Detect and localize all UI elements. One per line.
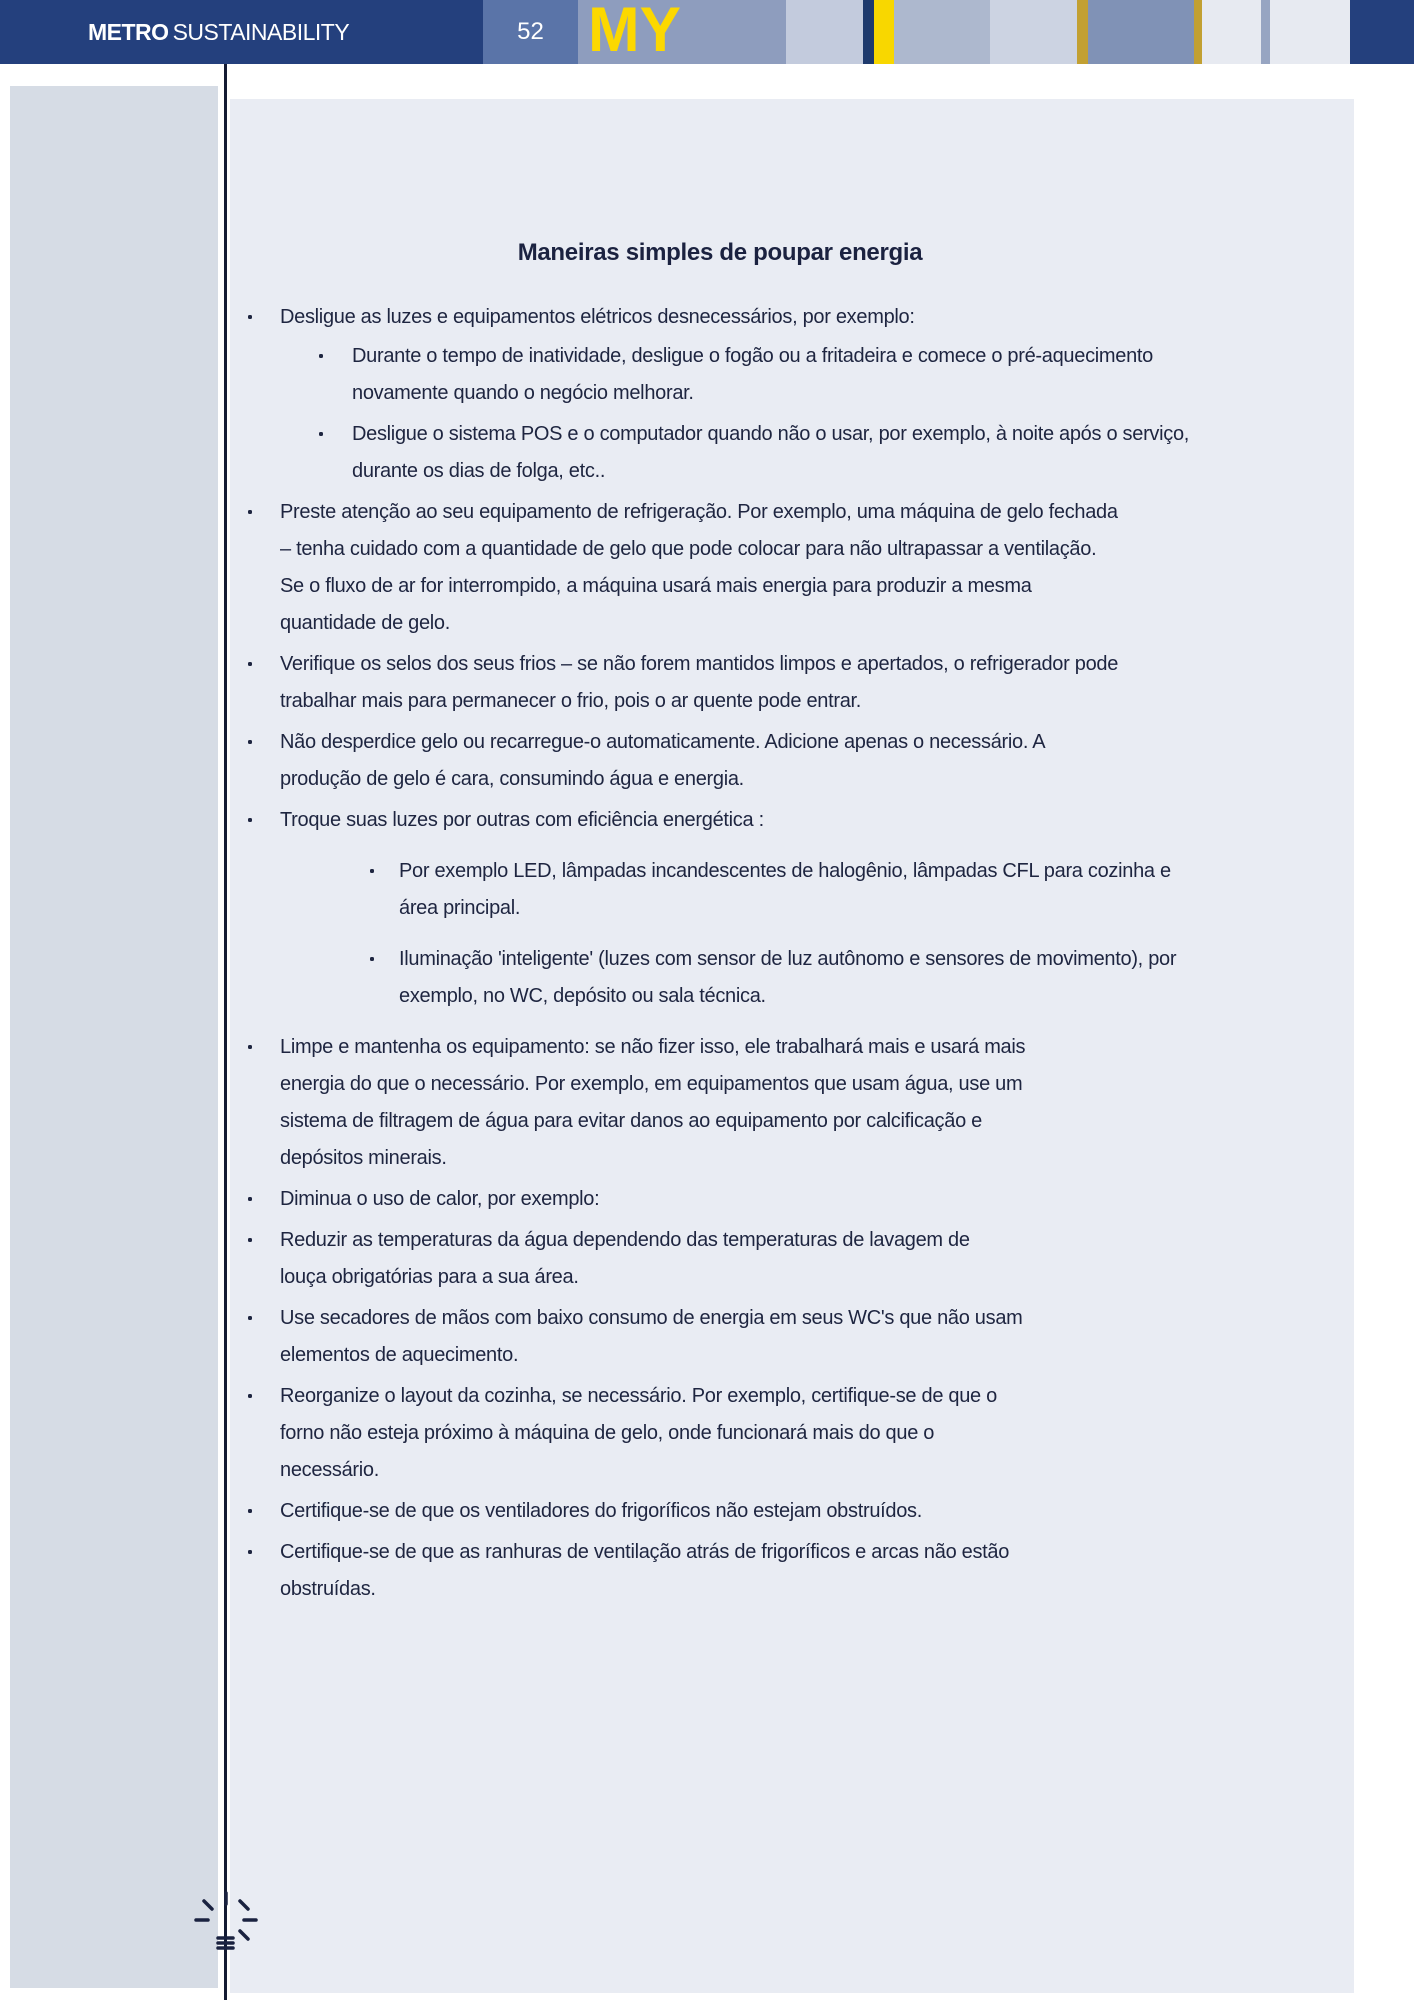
header-stripe xyxy=(1202,0,1261,64)
sub-bullet-list xyxy=(317,338,1314,490)
list-item xyxy=(246,494,1314,642)
header-bar xyxy=(0,0,1414,64)
list-item-text: Durante o tempo de inatividade, desligue o fogão ou a fritadeira e comece o pré-aquecimento novamente quando o negócio melhorar. xyxy=(352,345,1154,404)
header-stripe xyxy=(1077,0,1088,64)
lightbulb-shine-icon xyxy=(186,1885,266,1965)
my-logo xyxy=(578,0,786,64)
list-item-text: Limpe e mantenha os equipamento: se não fizer isso, ele trabalhará mais e usará mais energia do que o necessário. Por exemplo, em equipamentos que usam água, use um sistema de filtragem de água para evitar danos ao equipamento por calcificação e depósitos minerais. xyxy=(280,1036,1026,1169)
list-item xyxy=(246,1181,1314,1218)
list-item xyxy=(317,416,1314,490)
brand-sustainability: SUSTAINABILITY xyxy=(172,18,350,45)
list-item-text: Iluminação 'inteligente' (luzes com sensor de luz autônomo e sensores de movimento), por exemplo, no WC, depósito ou sala técnica. xyxy=(399,948,1177,1007)
header-stripe xyxy=(1270,0,1350,64)
header-stripe xyxy=(786,0,863,64)
header-stripe xyxy=(1261,0,1270,64)
list-item xyxy=(246,1222,1314,1296)
list-item-text: Certifique-se de que as ranhuras de ventilação atrás de frigoríficos e arcas não estão obstruídas. xyxy=(280,1541,1010,1600)
divider-line xyxy=(224,64,227,2000)
list-item-text: Reorganize o layout da cozinha, se necessário. Por exemplo, certifique-se de que o forno não esteja próximo à máquina de gelo, onde funcionará mais do que o necessário. xyxy=(280,1385,997,1481)
sidebar-panel xyxy=(10,86,218,1988)
header-stripe xyxy=(894,0,990,64)
list-item-text: Diminua o uso de calor, por exemplo: xyxy=(280,1188,600,1210)
list-item xyxy=(246,1493,1314,1530)
brand-title xyxy=(88,0,349,64)
page-number: 52 xyxy=(483,0,578,64)
list-item xyxy=(246,1300,1314,1374)
list-item-text: Desligue o sistema POS e o computador quando não o usar, por exemplo, à noite após o serviço, durante os dias de folga, etc.. xyxy=(352,423,1190,482)
list-item xyxy=(246,802,1314,1015)
my-logo-letters: MY xyxy=(588,0,681,64)
list-item xyxy=(368,941,1314,1015)
list-item-text: Troque suas luzes por outras com eficiência energética : xyxy=(280,809,764,831)
sub-bullet-list xyxy=(368,853,1314,1015)
content-panel xyxy=(230,99,1354,1993)
header-stripe xyxy=(863,0,874,64)
list-item xyxy=(246,1029,1314,1177)
list-item xyxy=(246,646,1314,720)
list-item xyxy=(246,299,1314,490)
list-item-text: Preste atenção ao seu equipamento de refrigeração. Por exemplo, uma máquina de gelo fechada – tenha cuidado com a quantidade de gelo que pode colocar para não ultrapassar a ventilação. Se o fluxo de ar for interrompido, a máquina usará mais energia para produzir a mesma quantidade de gelo. xyxy=(280,501,1118,634)
header-stripe xyxy=(1350,0,1414,64)
brand-metro: METRO xyxy=(88,18,169,45)
list-item-text: Reduzir as temperaturas da água dependendo das temperaturas de lavagem de louça obrigatórias para a sua área. xyxy=(280,1229,970,1288)
header-stripe xyxy=(990,0,1077,64)
list-item xyxy=(246,724,1314,798)
list-item-text: Desligue as luzes e equipamentos elétricos desnecessários, por exemplo: xyxy=(280,306,915,328)
list-item-text: Não desperdice gelo ou recarregue-o automaticamente. Adicione apenas o necessário. A produção de gelo é cara, consumindo água e energia. xyxy=(280,731,1045,790)
header-stripe xyxy=(1194,0,1202,64)
list-item xyxy=(246,1534,1314,1608)
list-item xyxy=(317,338,1314,412)
list-item xyxy=(246,1378,1314,1489)
list-item-text: Use secadores de mãos com baixo consumo de energia em seus WC's que não usam elementos de aquecimento. xyxy=(280,1307,1023,1366)
list-item-text: Verifique os selos dos seus frios – se não forem mantidos limpos e apertados, o refrigerador pode trabalhar mais para permanecer o frio, pois o ar quente pode entrar. xyxy=(280,653,1119,712)
bullet-list xyxy=(246,299,1314,1608)
header-stripe xyxy=(874,0,894,64)
list-item xyxy=(368,853,1314,927)
list-item-text: Certifique-se de que os ventiladores do frigoríficos não estejam obstruídos. xyxy=(280,1500,923,1522)
page-title: Maneiras simples de poupar energia xyxy=(517,239,923,266)
header-stripe xyxy=(1088,0,1194,64)
list-item-text: Por exemplo LED, lâmpadas incandescentes de halogênio, lâmpadas CFL para cozinha e área principal. xyxy=(399,860,1171,919)
